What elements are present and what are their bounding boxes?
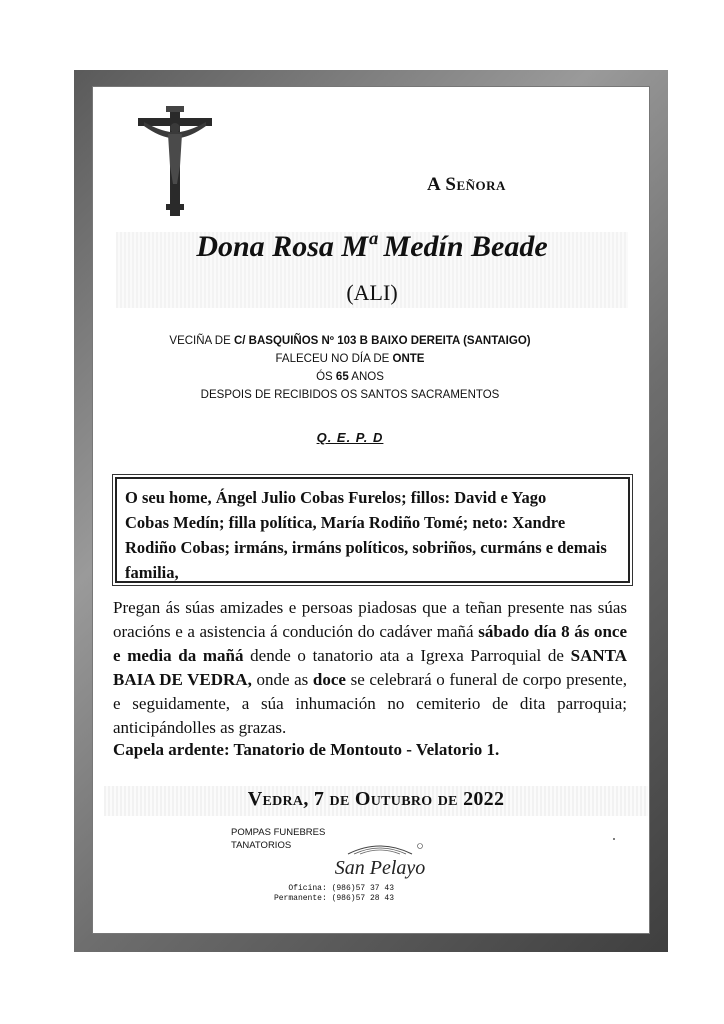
salutation: A Señora (427, 174, 506, 195)
deceased-info (100, 332, 600, 404)
funeral-home-contacts (262, 884, 394, 904)
age-line: ÓS 65 ANOS (316, 371, 384, 383)
deceased-name: Dona Rosa Mª Medín Beade (196, 230, 548, 263)
family-line: Cobas Medín; filla política, María Rodiño Tomé; neto: Xandre (125, 513, 566, 532)
residence-line: VECIÑA DE C/ BASQUIÑOS Nº 103 B BAIXO DEREITA (SANTAIGO) (169, 335, 531, 347)
family-line: familia, (125, 563, 179, 582)
death-line: FALECEU NO DÍA DE ONTE (275, 353, 425, 365)
crucifix-icon (136, 104, 214, 218)
office-phone-line: Oficina: (986)57 37 43 (288, 884, 394, 893)
funeral-home-logo (330, 840, 430, 888)
announcement-text: Pregan ás súas amizades e persoas piadosas que a teñan presente nas súas oracións e a asistencia á condución do cadáver mañá sábado día 8 ás once e media da mañá dende o tanatorio ata a Igrexa Parroquial de SANTA BAIA DE VEDRA, onde as doce se celebrará o funeral de corpo presente, e seguidamente, a súa inhumación no cemiterio de dita parroquia; anticipándolles as grazas. (113, 598, 627, 737)
permanent-phone-line: Permanente: (986)57 28 43 (273, 894, 394, 903)
chapel-info: Capela ardente: Tanatorio de Montouto - Velatorio 1. (113, 740, 500, 759)
place-date: Vedra, 7 de Outubro de 2022 (247, 788, 505, 810)
qepd-mark: Q. E. P. D (316, 430, 384, 445)
family-line: Rodiño Cobas; irmáns, irmáns políticos, sobriños, curmáns e demais (125, 538, 607, 557)
family-text (115, 477, 630, 583)
family-box (112, 474, 633, 586)
funeral-home-name: POMPAS FUNEBRES TANATORIOS (231, 827, 326, 851)
deceased-alias: (ALI) (346, 280, 398, 305)
scan-speck (613, 838, 615, 840)
svg-text:San Pelayo: San Pelayo (334, 857, 426, 879)
family-line: O seu home, Ángel Julio Cobas Furelos; fillos: David e Yago (125, 488, 547, 507)
sacraments-line: DESPOIS DE RECIBIDOS OS SANTOS SACRAMENTOS (200, 389, 500, 401)
